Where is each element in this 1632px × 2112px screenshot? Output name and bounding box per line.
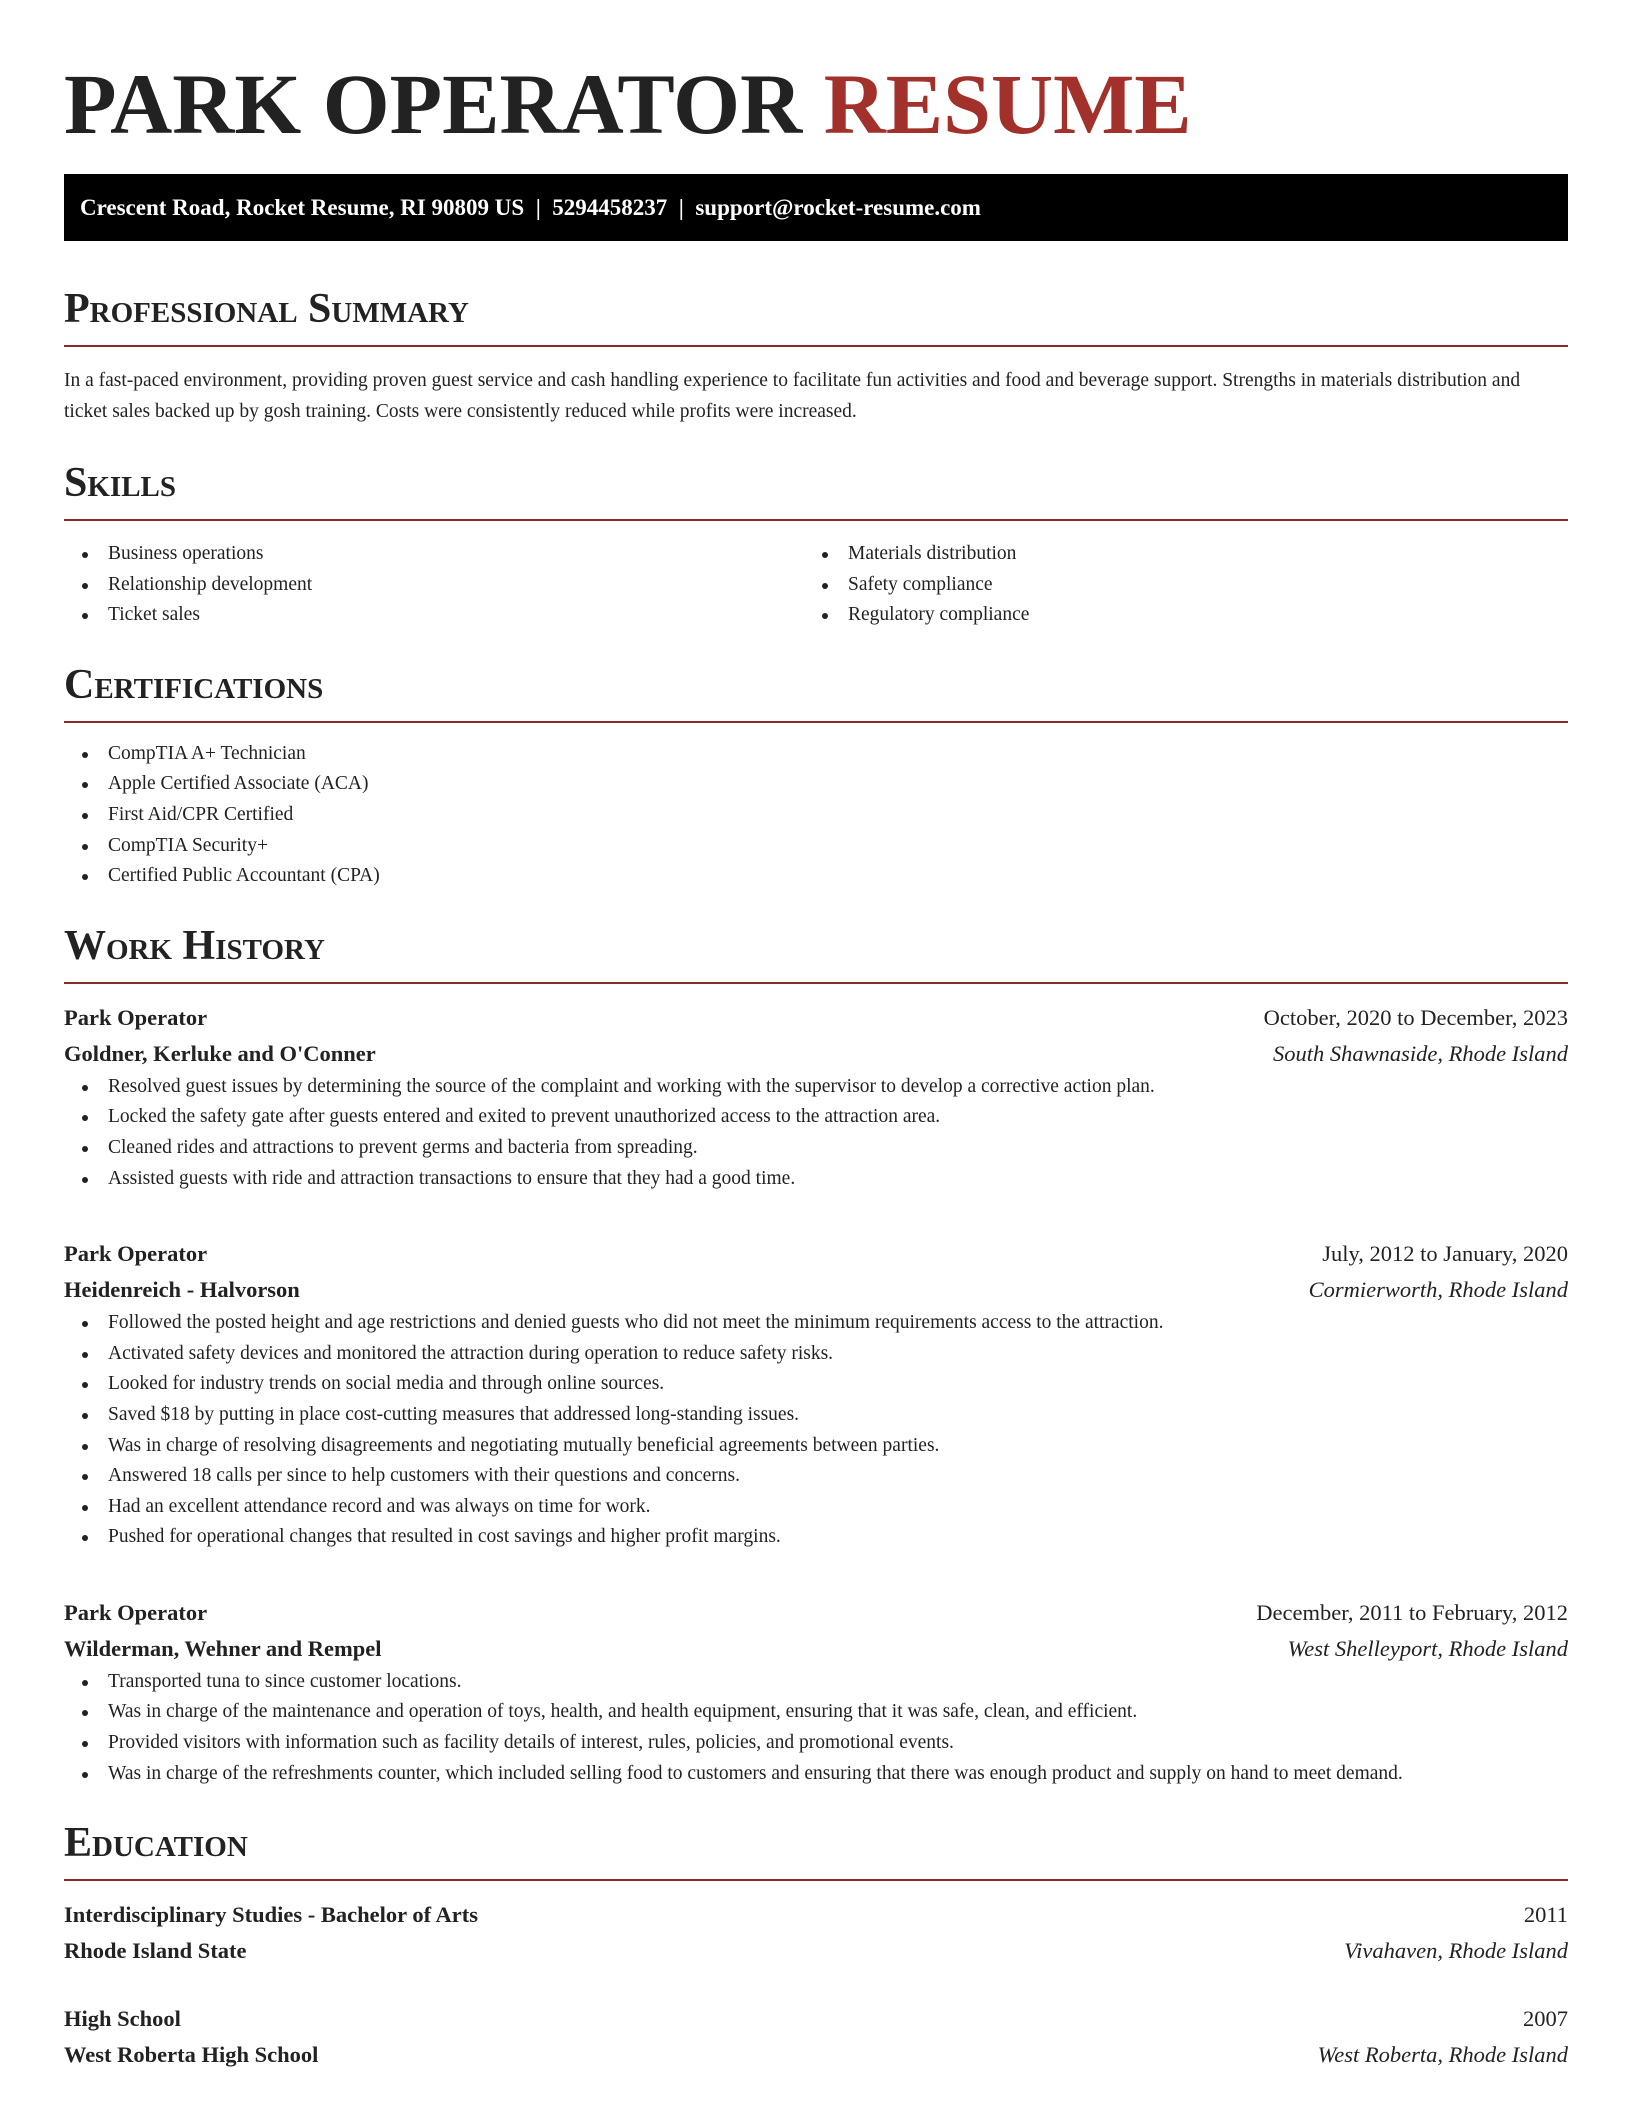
job-title-row xyxy=(64,1000,1568,1036)
list-item: Provided visitors with information such as facility details of interest, rules, policies, and promotional events. xyxy=(64,1728,1568,1759)
skills-heading: Skills xyxy=(64,460,177,506)
job-title: Park Operator xyxy=(64,1241,208,1267)
education-school: West Roberta High School xyxy=(64,2042,319,2068)
resume-page xyxy=(64,58,1568,2073)
job-company-row xyxy=(64,1036,1568,1072)
list-item: Materials distribution xyxy=(804,539,1568,570)
list-item: Safety compliance xyxy=(804,570,1568,601)
summary-heading: Professional Summary xyxy=(64,286,469,332)
list-item: CompTIA A+ Technician xyxy=(64,739,1568,770)
job-bullets xyxy=(64,1072,1568,1194)
education-school: Rhode Island State xyxy=(64,1938,247,1964)
summary-section xyxy=(64,285,1568,427)
list-item: Ticket sales xyxy=(64,600,804,631)
job-entry xyxy=(64,1236,1568,1553)
education-heading: Education xyxy=(64,1820,248,1867)
list-item: Business operations xyxy=(64,539,804,570)
skills-list-left xyxy=(64,539,804,631)
job-title-row xyxy=(64,1595,1568,1631)
list-item: Looked for industry trends on social media and through online sources. xyxy=(64,1369,1568,1400)
list-item: Cleaned rides and attractions to prevent germs and bacteria from spreading. xyxy=(64,1133,1568,1164)
job-company: Goldner, Kerluke and O'Conner xyxy=(64,1040,376,1066)
list-item: Pushed for operational changes that resulted in cost savings and higher profit margins. xyxy=(64,1522,1568,1553)
job-entry xyxy=(64,1595,1568,1789)
title-main: PARK OPERATOR xyxy=(64,56,803,152)
job-company-row xyxy=(64,1631,1568,1667)
list-item: CompTIA Security+ xyxy=(64,831,1568,862)
job-company: Heidenreich - Halvorson xyxy=(64,1277,300,1303)
list-item: Activated safety devices and monitored the attraction during operation to reduce safety risks. xyxy=(64,1339,1568,1370)
job-location: Cormierworth, Rhode Island xyxy=(1308,1277,1568,1303)
job-company: Wilderman, Wehner and Rempel xyxy=(64,1635,382,1661)
work-history-section xyxy=(64,922,1568,1790)
education-school-row xyxy=(64,1933,1568,1969)
education-entry xyxy=(64,2001,1568,2073)
summary-text: In a fast-paced environment, providing proven guest service and cash handling experience to facilitate fun activities and food and beverage support. Strengths in materials distribution and ticket sales backed up by gosh training. Costs were consistently reduced while profits were increased. xyxy=(64,370,1521,422)
education-year: 2007 xyxy=(1523,2006,1568,2032)
summary-divider xyxy=(64,345,1568,347)
education-divider xyxy=(64,1879,1568,1881)
list-item: Was in charge of the maintenance and operation of toys, health, and health equipment, ensuring that it was safe, clean, and efficient. xyxy=(64,1697,1568,1728)
job-bullets xyxy=(64,1667,1568,1789)
job-entry xyxy=(64,1000,1568,1194)
education-degree: High School xyxy=(64,2006,181,2032)
education-degree: Interdisciplinary Studies - Bachelor of Arts xyxy=(64,1902,478,1928)
list-item: Apple Certified Associate (ACA) xyxy=(64,769,1568,800)
skills-divider xyxy=(64,519,1568,521)
list-item: Followed the posted height and age restrictions and denied guests who did not meet the minimum requirements access to the attraction. xyxy=(64,1308,1568,1339)
certifications-heading: Certifications xyxy=(64,661,324,708)
job-title-row xyxy=(64,1236,1568,1272)
list-item: Locked the safety gate after guests entered and exited to prevent unauthorized access to the attraction area. xyxy=(64,1102,1568,1133)
job-bullets xyxy=(64,1308,1568,1553)
education-entry xyxy=(64,1897,1568,1969)
list-item: Had an excellent attendance record and was always on time for work. xyxy=(64,1492,1568,1523)
list-item: Assisted guests with ride and attraction transactions to ensure that they had a good time. xyxy=(64,1164,1568,1195)
title-accent: RESUME xyxy=(823,56,1192,152)
job-company-row xyxy=(64,1272,1568,1308)
list-item: Answered 18 calls per since to help customers with their questions and concerns. xyxy=(64,1461,1568,1492)
list-item: Was in charge of resolving disagreements and negotiating mutually beneficial agreements between parties. xyxy=(64,1431,1568,1462)
education-year: 2011 xyxy=(1523,1902,1568,1928)
skills-grid xyxy=(64,539,1568,631)
contact-line: Crescent Road, Rocket Resume, RI 90809 US | 5294458237 | support@rocket-resume.com xyxy=(80,194,981,220)
education-location: Vivahaven, Rhode Island xyxy=(1344,1938,1568,1964)
work-history-heading: Work History xyxy=(64,922,325,969)
education-school-row xyxy=(64,2037,1568,2073)
job-dates: December, 2011 to February, 2012 xyxy=(1256,1599,1568,1625)
skills-section xyxy=(64,459,1568,631)
education-section xyxy=(64,1819,1568,2073)
work-history-divider xyxy=(64,982,1568,984)
list-item: Resolved guest issues by determining the source of the complaint and working with the supervisor to develop a corrective action plan. xyxy=(64,1072,1568,1103)
job-title: Park Operator xyxy=(64,1004,208,1030)
certifications-divider xyxy=(64,721,1568,723)
list-item: Saved $18 by putting in place cost-cutting measures that addressed long-standing issues. xyxy=(64,1400,1568,1431)
contact-bar xyxy=(64,174,1568,241)
education-location: West Roberta, Rhode Island xyxy=(1317,2042,1568,2068)
list-item: Was in charge of the refreshments counter, which included selling food to customers and ensuring that there was enough product and supply on hand to meet demand. xyxy=(64,1759,1568,1790)
list-item: Certified Public Accountant (CPA) xyxy=(64,861,1568,892)
job-location: West Shelleyport, Rhode Island xyxy=(1287,1635,1568,1661)
job-dates: October, 2020 to December, 2023 xyxy=(1263,1004,1568,1030)
education-degree-row xyxy=(64,2001,1568,2037)
certifications-section xyxy=(64,661,1568,892)
job-title: Park Operator xyxy=(64,1599,208,1625)
resume-title xyxy=(64,58,1568,150)
list-item: First Aid/CPR Certified xyxy=(64,800,1568,831)
job-location: South Shawnaside, Rhode Island xyxy=(1273,1040,1568,1066)
list-item: Regulatory compliance xyxy=(804,600,1568,631)
certifications-list xyxy=(64,739,1568,892)
job-dates: July, 2012 to January, 2020 xyxy=(1322,1241,1568,1267)
list-item: Relationship development xyxy=(64,570,804,601)
education-degree-row xyxy=(64,1897,1568,1933)
skills-list-right xyxy=(804,539,1568,631)
list-item: Transported tuna to since customer locations. xyxy=(64,1667,1568,1698)
